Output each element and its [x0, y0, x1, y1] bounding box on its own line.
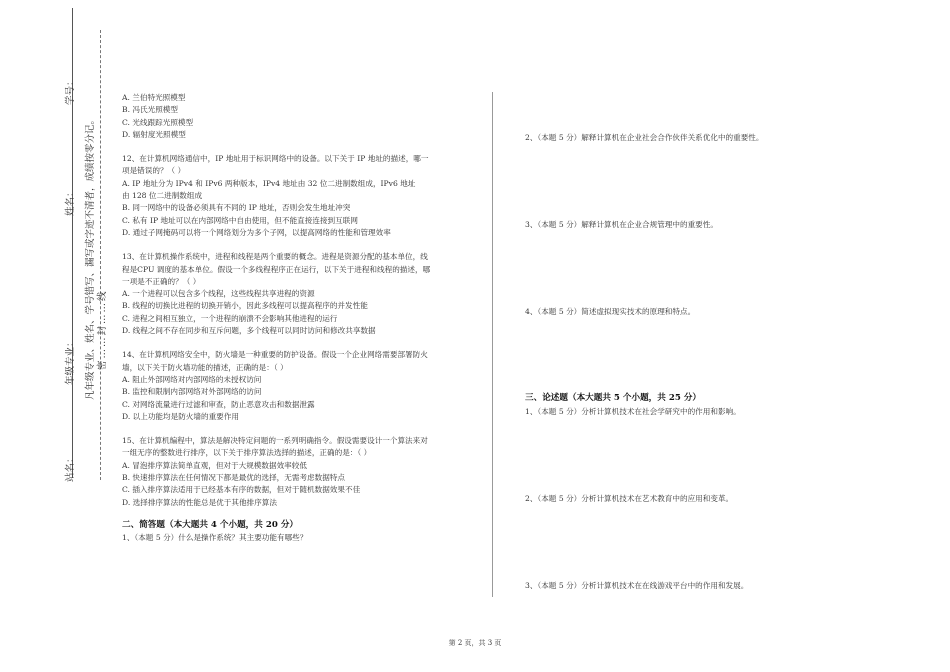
question-12 — [122, 153, 462, 239]
option-line: C. 对网络流量进行过滤和审查，防止恶意攻击和数据泄露 — [122, 399, 315, 409]
binding-margin — [0, 0, 110, 672]
option-line: B. 线程的切换比进程的切换开销小，因此多线程可以提高程序的并发性能 — [122, 301, 368, 311]
option-line: A. 阻止外部网络对内部网络的未授权访问 — [122, 374, 262, 384]
left-column — [122, 92, 462, 544]
name-label: 姓名： — [65, 187, 76, 216]
option-line: C. 进程之间相互独立，一个进程的崩溃不会影响其他进程的运行 — [122, 313, 338, 323]
question-line: 12、在计算机网络通信中，IP 地址用于标识网络中的设备。以下关于 IP 地址的描述，哪一 — [122, 154, 429, 164]
option-line: A. 兰伯特光照模型 — [122, 93, 186, 102]
column-divider — [492, 92, 493, 597]
short-answer-q2: 2、（本题 5 分）解释计算机在企业社会合作伙伴关系优化中的重要性。 — [525, 133, 764, 142]
major-label: 年级专业： — [65, 337, 76, 385]
binding-notice: 凡年级专业、姓名、学号错写、漏写或字迹不清者，成绩按零分记。 — [85, 114, 96, 400]
option-line: A. 冒泡排序算法简单直观，但对于大规模数据效率较低 — [122, 460, 307, 470]
short-answer-q3: 3、（本题 5 分）解释计算机在企业合规管理中的重要性。 — [525, 220, 718, 229]
option-line: B. 同一网络中的设备必须具有不同的 IP 地址，否则会发生地址冲突 — [122, 203, 351, 213]
option-line: D. 以上功能均是防火墙的重要作用 — [122, 411, 239, 421]
seal-dashed-line — [100, 30, 101, 480]
essay-q2: 2、（本题 5 分）分析计算机技术在艺术教育中的应用和变革。 — [525, 494, 734, 503]
seal-label: 密……封……线 — [97, 289, 108, 370]
option-line: B. 快速排序算法在任何情况下都是最优的选择，无需考虑数据特点 — [122, 473, 346, 483]
option-line: D. 选择排序算法的性能总是优于其他排序算法 — [122, 497, 277, 507]
option-line: C. 私有 IP 地址可以在内部网络中自由使用，但不能直接连接到互联网 — [122, 215, 358, 225]
question-line: 14、在计算机网络安全中，防火墙是一种重要的防护设备。假设一个企业网络需要部署防火 — [122, 350, 428, 360]
option-line: A. IP 地址分为 IPv4 和 IPv6 两种版本，IPv4 地址由 32 位二进制数组成，IPv6 地址 — [122, 178, 416, 188]
page-footer: 第 2 页，共 3 页 — [448, 639, 502, 647]
question-line: 墙，以下关于防火墙功能的描述，正确的是：（ ） — [122, 362, 288, 372]
option-line: C. 光线跟踪光照模型 — [122, 117, 194, 127]
option-line: C. 插入排序算法适用于已经基本有序的数据，但对于随机数据效果不佳 — [122, 485, 361, 495]
question-line: 15、在计算机编程中，算法是解决特定问题的一系列明确指令。假设需要设计一个算法来对 — [122, 436, 428, 446]
short-answer-q1: 1、（本题 5 分）什么是操作系统？其主要功能有哪些？ — [122, 532, 308, 542]
q11-options — [122, 92, 462, 141]
option-line: 由 128 位二进制数组成 — [122, 191, 203, 201]
essay-q3: 3、（本题 5 分）分析计算机技术在在线游戏平台中的作用和发展。 — [525, 581, 749, 590]
option-line: D. 通过子网掩码可以将一个网络划分为多个子网，以提高网络的性能和管理效率 — [122, 227, 391, 237]
student-id-label: 学号： — [65, 76, 76, 105]
essay-q1: 1、（本题 5 分）分析计算机技术在社会学研究中的作用和影响。 — [525, 407, 741, 416]
question-line: 一项是不正确的？（ ） — [122, 276, 201, 286]
question-line: 项是错误的？（ ） — [122, 166, 186, 176]
option-line: B. 冯氏光照模型 — [122, 105, 178, 115]
question-line: 13、在计算机操作系统中，进程和线程是两个重要的概念。进程是资源分配的基本单位，线 — [122, 252, 428, 262]
question-line: 一组无序的整数进行排序，以下关于排序算法选择的描述，正确的是：（ ） — [122, 448, 372, 458]
option-line: D. 辐射度光照模型 — [122, 129, 186, 139]
option-line: A. 一个进程可以包含多个线程，这些线程共享进程的资源 — [122, 289, 315, 299]
option-line: D. 线程之间不存在同步和互斥问题，多个线程可以同时访问和修改共享数据 — [122, 326, 376, 336]
question-14 — [122, 349, 462, 423]
short-answer-q4: 4、（本题 5 分）简述虚拟现实技术的原理和特点。 — [525, 307, 696, 316]
section-2-title: 二、简答题（本大题共 4 个小题，共 20 分） — [122, 519, 299, 530]
school-label: 站名： — [65, 453, 76, 482]
question-13 — [122, 251, 462, 337]
question-line: 程是CPU 调度的基本单位。假设一个多线程程序正在运行，以下关于进程和线程的描述，哪 — [122, 264, 431, 274]
question-15 — [122, 435, 462, 509]
section-3-title: 三、论述题（本大题共 5 个小题，共 25 分） — [525, 393, 702, 403]
option-line: B. 监控和限制内部网络对外部网络的访问 — [122, 387, 262, 397]
